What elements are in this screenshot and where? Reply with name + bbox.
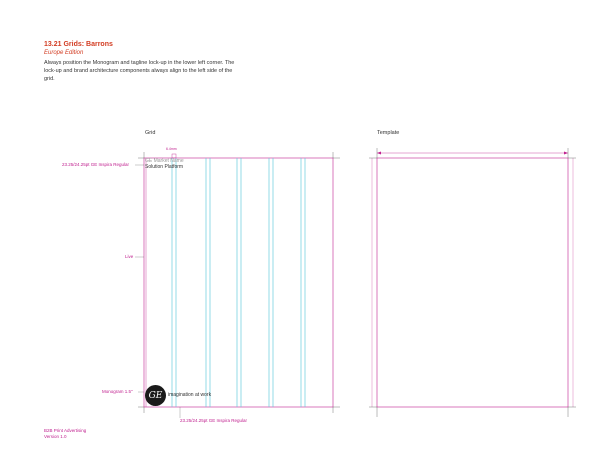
annotation-live: Live [125,254,134,259]
annotation-bottom: 23.25/24.25pt GE Inspira Regular [180,418,248,423]
headline-block [145,158,184,170]
footer-line1: B2B Print Advertising [44,428,87,433]
tagline: imagination at work [168,392,212,398]
grid-label: Grid [145,130,156,136]
ge-monogram-logo: GE [145,385,166,406]
template-label: Template [377,130,400,136]
page-description: Always position the Monogram and tagline lock-up in the lower left corner. The lock-up and brand architecture components always align to the left side of the grid. [44,60,235,82]
footer-line2: Version 1.0 [44,434,67,439]
page-subtitle: Europe Edition [44,50,84,56]
grid-columns [172,158,305,407]
headline-line2: Solution Platform [145,164,184,170]
headline-line1: GE Market Name [145,158,184,164]
template-page-frame [377,158,568,407]
footer [44,428,86,440]
dimension-top-label: 6.4mm [166,147,177,151]
annotation-top: 23.25/24.25pt GE Inspira Regular [62,162,130,167]
page-title: 13.21 Grids: Barrons [44,41,113,48]
annotation-monogram: Monogram 1.5" [102,389,133,394]
